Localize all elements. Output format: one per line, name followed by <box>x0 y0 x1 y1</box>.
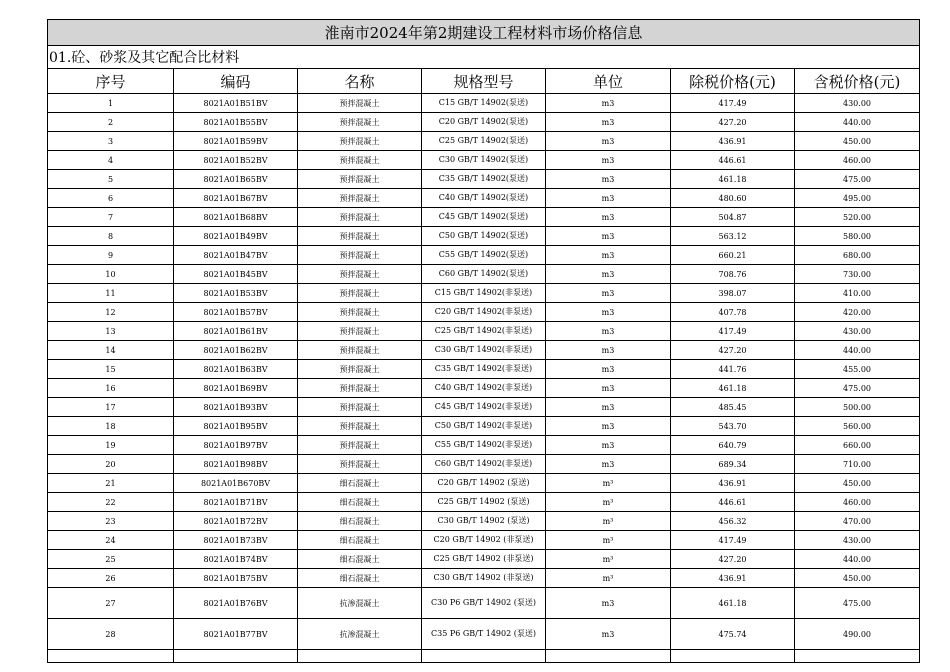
table-row <box>48 493 920 512</box>
table-row <box>48 303 920 322</box>
table-row <box>48 531 920 550</box>
unit-cell[interactable]: m3 <box>546 170 671 189</box>
unit-cell[interactable]: m3 <box>546 379 671 398</box>
price-excl-tax-cell[interactable]: 475.74 <box>671 619 795 650</box>
index-cell[interactable]: 22 <box>48 493 174 512</box>
unit-cell[interactable]: m³ <box>546 550 671 569</box>
code-cell[interactable]: 8021A01B53BV <box>174 284 298 303</box>
code-cell[interactable]: 8021A01B47BV <box>174 246 298 265</box>
header-cell-unit[interactable]: 单位 <box>546 69 671 94</box>
unit-cell[interactable]: m3 <box>546 619 671 650</box>
index-cell[interactable]: 10 <box>48 265 174 284</box>
table-row <box>48 619 920 650</box>
empty-cell[interactable] <box>48 650 174 663</box>
unit-cell[interactable]: m3 <box>546 284 671 303</box>
index-cell[interactable]: 21 <box>48 474 174 493</box>
table-row <box>48 170 920 189</box>
price-excl-tax-cell[interactable]: 485.45 <box>671 398 795 417</box>
unit-cell[interactable]: m3 <box>546 189 671 208</box>
name-cell[interactable]: 预拌混凝土 <box>298 246 422 265</box>
table-row <box>48 512 920 531</box>
price-excl-tax-cell[interactable]: 660.21 <box>671 246 795 265</box>
table-row <box>48 322 920 341</box>
unit-cell[interactable]: m3 <box>546 588 671 619</box>
spec-cell[interactable]: C30 P6 GB/T 14902 (泵送) <box>422 588 546 619</box>
unit-cell[interactable]: m3 <box>546 265 671 284</box>
price-excl-tax-cell[interactable]: 461.18 <box>671 588 795 619</box>
name-cell[interactable]: 预拌混凝土 <box>298 303 422 322</box>
table-row <box>48 265 920 284</box>
unit-cell[interactable]: m3 <box>546 208 671 227</box>
price-excl-tax-cell[interactable]: 427.20 <box>671 550 795 569</box>
index-cell[interactable]: 8 <box>48 227 174 246</box>
name-cell[interactable]: 预拌混凝土 <box>298 113 422 132</box>
unit-cell[interactable]: m³ <box>546 569 671 588</box>
header-cell-name[interactable]: 名称 <box>298 69 422 94</box>
spec-cell[interactable]: C35 GB/T 14902(泵送) <box>422 170 546 189</box>
name-cell[interactable]: 预拌混凝土 <box>298 265 422 284</box>
unit-cell[interactable]: m³ <box>546 512 671 531</box>
price-incl-tax-cell[interactable]: 500.00 <box>795 398 920 417</box>
code-cell[interactable]: 8021A01B65BV <box>174 170 298 189</box>
name-cell[interactable]: 预拌混凝土 <box>298 417 422 436</box>
price-table <box>47 19 920 663</box>
price-excl-tax-cell[interactable]: 398.07 <box>671 284 795 303</box>
price-incl-tax-cell[interactable]: 450.00 <box>795 132 920 151</box>
index-cell[interactable]: 26 <box>48 569 174 588</box>
code-cell[interactable]: 8021A01B71BV <box>174 493 298 512</box>
price-excl-tax-cell[interactable]: 543.70 <box>671 417 795 436</box>
code-cell[interactable]: 8021A01B67BV <box>174 189 298 208</box>
code-cell[interactable]: 8021A01B52BV <box>174 151 298 170</box>
index-cell[interactable]: 25 <box>48 550 174 569</box>
name-cell[interactable]: 预拌混凝土 <box>298 322 422 341</box>
price-incl-tax-cell[interactable]: 460.00 <box>795 493 920 512</box>
price-incl-tax-cell[interactable]: 580.00 <box>795 227 920 246</box>
name-cell[interactable]: 预拌混凝土 <box>298 94 422 113</box>
spec-cell[interactable]: C25 GB/T 14902 (泵送) <box>422 493 546 512</box>
price-excl-tax-cell[interactable]: 407.78 <box>671 303 795 322</box>
table-row <box>48 208 920 227</box>
index-cell[interactable]: 12 <box>48 303 174 322</box>
name-cell[interactable]: 预拌混凝土 <box>298 132 422 151</box>
unit-cell[interactable]: m3 <box>546 341 671 360</box>
spec-cell[interactable]: C60 GB/T 14902(非泵送) <box>422 455 546 474</box>
code-cell[interactable]: 8021A01B55BV <box>174 113 298 132</box>
table-row <box>48 189 920 208</box>
unit-cell[interactable]: m3 <box>546 246 671 265</box>
spec-cell[interactable]: C30 GB/T 14902 (非泵送) <box>422 569 546 588</box>
code-cell[interactable]: 8021A01B74BV <box>174 550 298 569</box>
empty-cell[interactable] <box>795 650 920 663</box>
price-excl-tax-cell[interactable]: 461.18 <box>671 379 795 398</box>
table-row <box>48 588 920 619</box>
name-cell[interactable]: 预拌混凝土 <box>298 341 422 360</box>
index-cell[interactable]: 14 <box>48 341 174 360</box>
unit-cell[interactable]: m3 <box>546 455 671 474</box>
empty-cell[interactable] <box>671 650 795 663</box>
index-cell[interactable]: 4 <box>48 151 174 170</box>
code-cell[interactable]: 8021A01B57BV <box>174 303 298 322</box>
spec-cell[interactable]: C20 GB/T 14902(非泵送) <box>422 303 546 322</box>
index-cell[interactable]: 20 <box>48 455 174 474</box>
unit-cell[interactable]: m3 <box>546 322 671 341</box>
table-row <box>48 417 920 436</box>
code-cell[interactable]: 8021A01B73BV <box>174 531 298 550</box>
index-cell[interactable]: 6 <box>48 189 174 208</box>
price-excl-tax-cell[interactable]: 640.79 <box>671 436 795 455</box>
spec-cell[interactable]: C50 GB/T 14902(非泵送) <box>422 417 546 436</box>
unit-cell[interactable]: m3 <box>546 417 671 436</box>
spec-cell[interactable]: C55 GB/T 14902(泵送) <box>422 246 546 265</box>
price-incl-tax-cell[interactable]: 495.00 <box>795 189 920 208</box>
index-cell[interactable]: 28 <box>48 619 174 650</box>
code-cell[interactable]: 8021A01B61BV <box>174 322 298 341</box>
table-row <box>48 94 920 113</box>
header-cell-price-excl-tax[interactable]: 除税价格(元) <box>671 69 795 94</box>
name-cell[interactable]: 抗渗混凝土 <box>298 588 422 619</box>
spec-cell[interactable]: C40 GB/T 14902(泵送) <box>422 189 546 208</box>
name-cell[interactable]: 细石混凝土 <box>298 569 422 588</box>
index-cell[interactable]: 1 <box>48 94 174 113</box>
spec-cell[interactable]: C60 GB/T 14902(泵送) <box>422 265 546 284</box>
empty-cell[interactable] <box>546 650 671 663</box>
code-cell[interactable]: 8021A01B72BV <box>174 512 298 531</box>
price-excl-tax-cell[interactable]: 441.76 <box>671 360 795 379</box>
table-row <box>48 569 920 588</box>
table-row <box>48 246 920 265</box>
code-cell[interactable]: 8021A01B93BV <box>174 398 298 417</box>
table-row <box>48 151 920 170</box>
price-incl-tax-cell[interactable]: 455.00 <box>795 360 920 379</box>
name-cell[interactable]: 细石混凝土 <box>298 512 422 531</box>
price-excl-tax-cell[interactable]: 480.60 <box>671 189 795 208</box>
price-incl-tax-cell[interactable]: 410.00 <box>795 284 920 303</box>
name-cell[interactable]: 预拌混凝土 <box>298 227 422 246</box>
unit-cell[interactable]: m³ <box>546 474 671 493</box>
spec-cell[interactable]: C25 GB/T 14902(泵送) <box>422 132 546 151</box>
price-excl-tax-cell[interactable]: 436.91 <box>671 132 795 151</box>
table-row <box>48 227 920 246</box>
name-cell[interactable]: 细石混凝土 <box>298 474 422 493</box>
price-excl-tax-cell[interactable]: 446.61 <box>671 151 795 170</box>
price-incl-tax-cell[interactable]: 710.00 <box>795 455 920 474</box>
code-cell[interactable]: 8021A01B98BV <box>174 455 298 474</box>
sheet-title[interactable]: 淮南市2024年第2期建设工程材料市场价格信息 <box>48 20 920 46</box>
price-excl-tax-cell[interactable]: 689.34 <box>671 455 795 474</box>
price-incl-tax-cell[interactable]: 440.00 <box>795 550 920 569</box>
price-incl-tax-cell[interactable]: 430.00 <box>795 531 920 550</box>
header-row <box>48 69 920 94</box>
name-cell[interactable]: 细石混凝土 <box>298 493 422 512</box>
price-excl-tax-cell[interactable]: 456.32 <box>671 512 795 531</box>
price-incl-tax-cell[interactable]: 660.00 <box>795 436 920 455</box>
empty-cell[interactable] <box>298 650 422 663</box>
index-cell[interactable]: 11 <box>48 284 174 303</box>
spec-cell[interactable]: C40 GB/T 14902(非泵送) <box>422 379 546 398</box>
table-row <box>48 474 920 493</box>
code-cell[interactable]: 8021A01B51BV <box>174 94 298 113</box>
table-row <box>48 436 920 455</box>
spec-cell[interactable]: C35 P6 GB/T 14902 (泵送) <box>422 619 546 650</box>
code-cell[interactable]: 8021A01B63BV <box>174 360 298 379</box>
name-cell[interactable]: 抗渗混凝土 <box>298 619 422 650</box>
code-cell[interactable]: 8021A01B77BV <box>174 619 298 650</box>
unit-cell[interactable]: m3 <box>546 132 671 151</box>
code-cell[interactable]: 8021A01B69BV <box>174 379 298 398</box>
table-row-empty <box>48 650 920 663</box>
price-incl-tax-cell[interactable]: 475.00 <box>795 588 920 619</box>
name-cell[interactable]: 预拌混凝土 <box>298 284 422 303</box>
table-row <box>48 341 920 360</box>
name-cell[interactable]: 预拌混凝土 <box>298 208 422 227</box>
index-cell[interactable]: 13 <box>48 322 174 341</box>
price-incl-tax-cell[interactable]: 450.00 <box>795 569 920 588</box>
spec-cell[interactable]: C20 GB/T 14902 (非泵送) <box>422 531 546 550</box>
spec-cell[interactable]: C15 GB/T 14902(非泵送) <box>422 284 546 303</box>
code-cell[interactable]: 8021A01B95BV <box>174 417 298 436</box>
price-excl-tax-cell[interactable]: 504.87 <box>671 208 795 227</box>
name-cell[interactable]: 细石混凝土 <box>298 550 422 569</box>
code-cell[interactable]: 8021A01B68BV <box>174 208 298 227</box>
code-cell[interactable]: 8021A01B75BV <box>174 569 298 588</box>
price-incl-tax-cell[interactable]: 440.00 <box>795 341 920 360</box>
header-cell-index[interactable]: 序号 <box>48 69 174 94</box>
spec-cell[interactable]: C20 GB/T 14902 (泵送) <box>422 474 546 493</box>
price-incl-tax-cell[interactable]: 730.00 <box>795 265 920 284</box>
spec-cell[interactable]: C30 GB/T 14902 (泵送) <box>422 512 546 531</box>
price-excl-tax-cell[interactable]: 446.61 <box>671 493 795 512</box>
unit-cell[interactable]: m3 <box>546 113 671 132</box>
price-incl-tax-cell[interactable]: 520.00 <box>795 208 920 227</box>
price-incl-tax-cell[interactable]: 430.00 <box>795 322 920 341</box>
spec-cell[interactable]: C45 GB/T 14902(泵送) <box>422 208 546 227</box>
name-cell[interactable]: 预拌混凝土 <box>298 436 422 455</box>
index-cell[interactable]: 18 <box>48 417 174 436</box>
price-incl-tax-cell[interactable]: 430.00 <box>795 94 920 113</box>
empty-cell[interactable] <box>422 650 546 663</box>
index-cell[interactable]: 3 <box>48 132 174 151</box>
index-cell[interactable]: 17 <box>48 398 174 417</box>
spec-cell[interactable]: C35 GB/T 14902(非泵送) <box>422 360 546 379</box>
code-cell[interactable]: 8021A01B62BV <box>174 341 298 360</box>
name-cell[interactable]: 预拌混凝土 <box>298 379 422 398</box>
name-cell[interactable]: 预拌混凝土 <box>298 360 422 379</box>
code-cell[interactable]: 8021A01B59BV <box>174 132 298 151</box>
unit-cell[interactable]: m3 <box>546 360 671 379</box>
price-incl-tax-cell[interactable]: 475.00 <box>795 170 920 189</box>
header-cell-price-incl-tax[interactable]: 含税价格(元) <box>795 69 920 94</box>
price-excl-tax-cell[interactable]: 708.76 <box>671 265 795 284</box>
table-row <box>48 132 920 151</box>
empty-cell[interactable] <box>174 650 298 663</box>
price-incl-tax-cell[interactable]: 470.00 <box>795 512 920 531</box>
price-excl-tax-cell[interactable]: 436.91 <box>671 474 795 493</box>
price-incl-tax-cell[interactable]: 490.00 <box>795 619 920 650</box>
price-excl-tax-cell[interactable]: 417.49 <box>671 531 795 550</box>
spec-cell[interactable]: C15 GB/T 14902(泵送) <box>422 94 546 113</box>
index-cell[interactable]: 15 <box>48 360 174 379</box>
price-incl-tax-cell[interactable]: 460.00 <box>795 151 920 170</box>
index-cell[interactable]: 16 <box>48 379 174 398</box>
spec-cell[interactable]: C20 GB/T 14902(泵送) <box>422 113 546 132</box>
price-incl-tax-cell[interactable]: 440.00 <box>795 113 920 132</box>
code-cell[interactable]: 8021A01B76BV <box>174 588 298 619</box>
index-cell[interactable]: 23 <box>48 512 174 531</box>
price-excl-tax-cell[interactable]: 417.49 <box>671 322 795 341</box>
code-cell[interactable]: 8021A01B45BV <box>174 265 298 284</box>
unit-cell[interactable]: m3 <box>546 227 671 246</box>
spec-cell[interactable]: C55 GB/T 14902(非泵送) <box>422 436 546 455</box>
table-row <box>48 398 920 417</box>
unit-cell[interactable]: m3 <box>546 151 671 170</box>
index-cell[interactable]: 7 <box>48 208 174 227</box>
spec-cell[interactable]: C25 GB/T 14902 (非泵送) <box>422 550 546 569</box>
spec-cell[interactable]: C30 GB/T 14902(非泵送) <box>422 341 546 360</box>
table-row <box>48 455 920 474</box>
index-cell[interactable]: 24 <box>48 531 174 550</box>
price-incl-tax-cell[interactable]: 420.00 <box>795 303 920 322</box>
name-cell[interactable]: 细石混凝土 <box>298 531 422 550</box>
name-cell[interactable]: 预拌混凝土 <box>298 151 422 170</box>
section-heading[interactable]: 01.砼、砂浆及其它配合比材料 <box>48 46 920 69</box>
unit-cell[interactable]: m³ <box>546 531 671 550</box>
name-cell[interactable]: 预拌混凝土 <box>298 455 422 474</box>
code-cell[interactable]: 8021A01B97BV <box>174 436 298 455</box>
code-cell[interactable]: 8021A01B670BV <box>174 474 298 493</box>
unit-cell[interactable]: m3 <box>546 303 671 322</box>
price-incl-tax-cell[interactable]: 450.00 <box>795 474 920 493</box>
spec-cell[interactable]: C25 GB/T 14902(非泵送) <box>422 322 546 341</box>
name-cell[interactable]: 预拌混凝土 <box>298 189 422 208</box>
header-cell-spec[interactable]: 规格型号 <box>422 69 546 94</box>
index-cell[interactable]: 19 <box>48 436 174 455</box>
name-cell[interactable]: 预拌混凝土 <box>298 170 422 189</box>
table-row <box>48 550 920 569</box>
name-cell[interactable]: 预拌混凝土 <box>298 398 422 417</box>
price-excl-tax-cell[interactable]: 417.49 <box>671 94 795 113</box>
spec-cell[interactable]: C50 GB/T 14902(泵送) <box>422 227 546 246</box>
table-row <box>48 113 920 132</box>
unit-cell[interactable]: m³ <box>546 493 671 512</box>
price-incl-tax-cell[interactable]: 680.00 <box>795 246 920 265</box>
table-row <box>48 379 920 398</box>
header-cell-code[interactable]: 编码 <box>174 69 298 94</box>
index-cell[interactable]: 9 <box>48 246 174 265</box>
price-excl-tax-cell[interactable]: 461.18 <box>671 170 795 189</box>
unit-cell[interactable]: m3 <box>546 436 671 455</box>
spreadsheet <box>47 19 919 663</box>
price-incl-tax-cell[interactable]: 475.00 <box>795 379 920 398</box>
price-excl-tax-cell[interactable]: 427.20 <box>671 341 795 360</box>
table-row <box>48 360 920 379</box>
index-cell[interactable]: 5 <box>48 170 174 189</box>
spec-cell[interactable]: C30 GB/T 14902(泵送) <box>422 151 546 170</box>
code-cell[interactable]: 8021A01B49BV <box>174 227 298 246</box>
price-excl-tax-cell[interactable]: 436.91 <box>671 569 795 588</box>
unit-cell[interactable]: m3 <box>546 94 671 113</box>
price-excl-tax-cell[interactable]: 563.12 <box>671 227 795 246</box>
spec-cell[interactable]: C45 GB/T 14902(非泵送) <box>422 398 546 417</box>
index-cell[interactable]: 2 <box>48 113 174 132</box>
unit-cell[interactable]: m3 <box>546 398 671 417</box>
price-excl-tax-cell[interactable]: 427.20 <box>671 113 795 132</box>
price-incl-tax-cell[interactable]: 560.00 <box>795 417 920 436</box>
index-cell[interactable]: 27 <box>48 588 174 619</box>
table-row <box>48 284 920 303</box>
